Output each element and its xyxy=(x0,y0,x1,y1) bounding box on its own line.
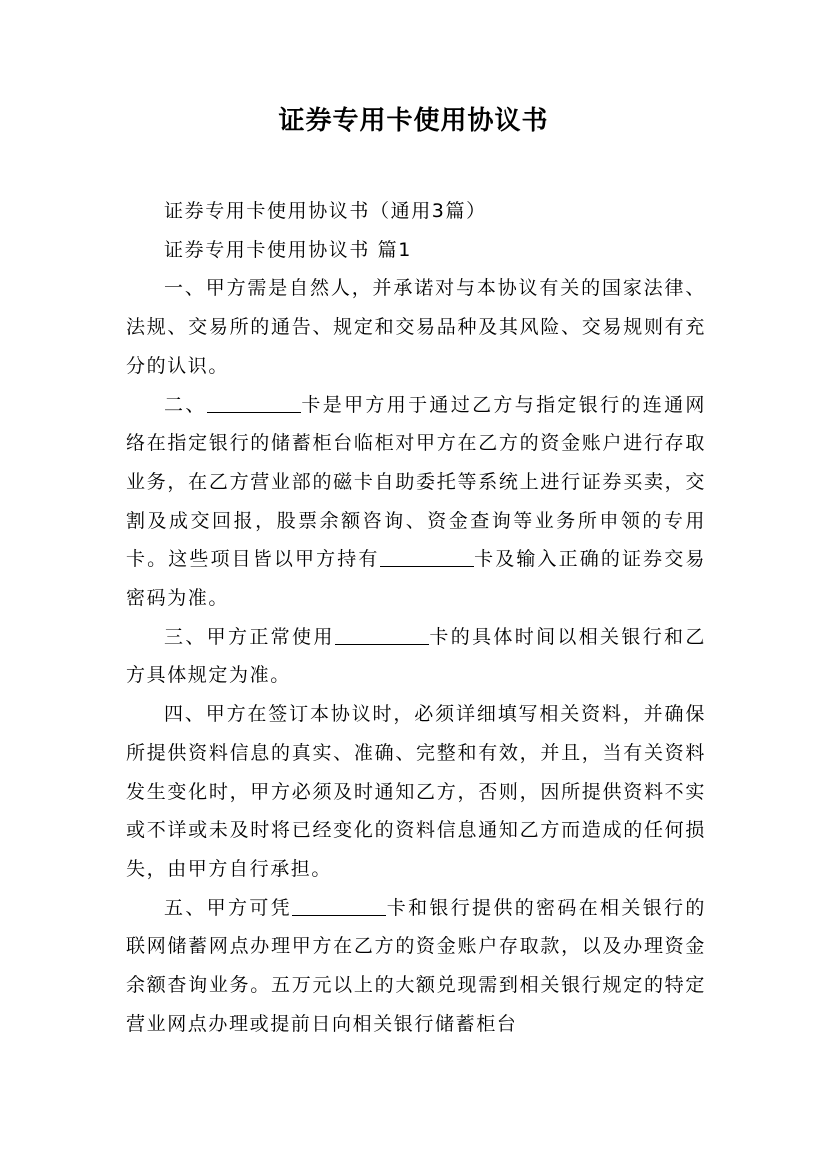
clause-3-text: 卡的具体时间以相关银行和乙方具体规定为准。 xyxy=(126,625,706,687)
clause-5-lead: 五、甲方可凭 xyxy=(164,896,292,919)
section-heading: 证券专用卡使用协议书 篇1 xyxy=(164,238,412,261)
clause-2 xyxy=(126,386,706,618)
fill-blank xyxy=(380,547,474,567)
fill-blank xyxy=(335,625,429,645)
clause-4: 四、甲方在签订本协议时，必须详细填写相关资料，并确保所提供资料信息的真实、准确、完整和有效，并且，当有关资料发生变化时，甲方必须及时通知乙方，否则，因所提供资料不实或不详或未及时将已经变化的资料信息通知乙方而造成的任何损失，由甲方自行承担。 xyxy=(126,703,706,880)
subtitle-line: 证券专用卡使用协议书（通用3篇） xyxy=(164,200,487,222)
document-title: 证券专用卡使用协议书 xyxy=(278,106,549,136)
fill-blank xyxy=(207,393,301,413)
clause-5 xyxy=(126,889,706,1044)
clause-2-tail: 卡及输入正确的证券交易密码为准。 xyxy=(126,548,706,610)
clause-2-text: 卡是甲方用于通过乙方与指定银行的连通网络在指定银行的储蓄柜台临柜对甲方在乙方的资金账户进行存取业务，在乙方营业部的磁卡自助委托等系统上进行证券买卖，交割及成交回报，股票余额咨询、资金查询等业务所申领的专用卡。这些项目皆以甲方持有 xyxy=(126,393,706,571)
clause-5-text: 卡和银行提供的密码在相关银行的联网储蓄网点办理甲方在乙方的资金账户存取款，以及办理资金余额杳询业务。五万元以上的大额兑现需到相关银行规定的特定营业网点办理或提前日向相关银行储蓄柜台 xyxy=(126,896,706,1035)
document-body xyxy=(126,192,706,1043)
fill-blank xyxy=(292,896,386,916)
clause-3-lead: 三、甲方正常使用 xyxy=(164,625,335,648)
clause-2-number: 二、 xyxy=(164,393,207,416)
clause-1: 一、甲方需是自然人，并承诺对与本协议有关的国家法律、法规、交易所的通告、规定和交易品种及其风险、交易规则有充分的认识。 xyxy=(126,277,706,377)
clause-3 xyxy=(126,618,706,695)
